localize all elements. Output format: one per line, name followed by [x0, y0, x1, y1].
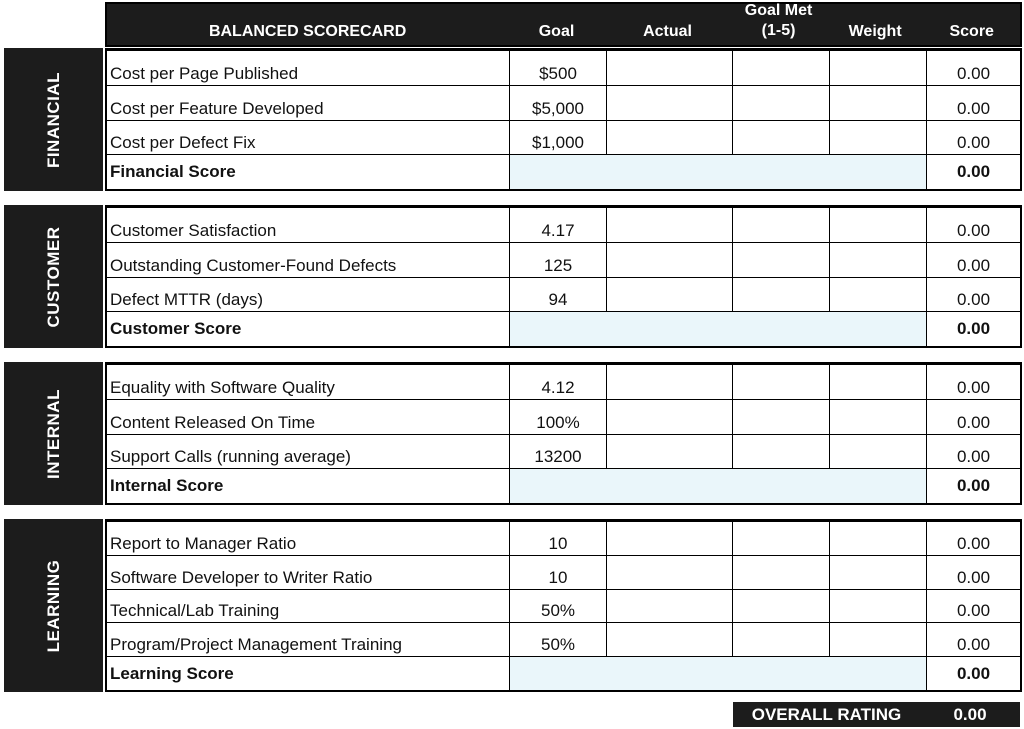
score-cell: 0.00 [956, 98, 991, 118]
total-score: 0.00 [956, 162, 991, 182]
score-cell: 0.00 [956, 533, 991, 553]
metric-name: Customer Satisfaction [107, 208, 510, 242]
weight-cell[interactable] [830, 208, 927, 242]
total-row [107, 155, 1020, 189]
score-cell: 0.00 [956, 447, 991, 467]
score-cell: 0.00 [956, 567, 991, 587]
column-header-goal-met [730, 4, 827, 45]
actual-cell[interactable] [607, 365, 733, 399]
section-label-internal: INTERNAL [4, 362, 103, 505]
column-header-goal: Goal [538, 23, 575, 40]
goal-cell: 50% [510, 590, 607, 623]
overall-rating [733, 702, 1020, 727]
section-grid [105, 48, 1022, 191]
goal-cell: 4.12 [510, 365, 607, 399]
section-grid [105, 519, 1022, 692]
goal-met-line1: Goal Met [744, 2, 813, 19]
weight-cell[interactable] [830, 278, 927, 312]
total-score: 0.00 [956, 319, 991, 339]
table-row [107, 623, 1020, 657]
actual-cell[interactable] [607, 208, 733, 242]
table-row [107, 51, 1020, 86]
table-row [107, 278, 1020, 313]
scorecard-title: BALANCED SCORECARD [208, 23, 407, 40]
metric-name: Program/Project Management Training [107, 623, 510, 656]
goal-met-cell[interactable] [733, 208, 830, 242]
goal-met-cell[interactable] [733, 121, 830, 155]
weight-cell[interactable] [830, 365, 927, 399]
actual-cell[interactable] [607, 522, 733, 555]
weight-cell[interactable] [830, 435, 927, 469]
total-fill [510, 312, 927, 346]
actual-cell[interactable] [607, 556, 733, 589]
table-row [107, 365, 1020, 400]
metric-name: Cost per Feature Developed [107, 86, 510, 120]
column-header-score: Score [949, 23, 994, 40]
goal-cell: $5,000 [510, 86, 607, 120]
total-fill [510, 657, 927, 690]
weight-cell[interactable] [830, 51, 927, 85]
weight-cell[interactable] [830, 590, 927, 623]
actual-cell[interactable] [607, 590, 733, 623]
total-row [107, 312, 1020, 346]
score-cell: 0.00 [956, 377, 991, 397]
weight-cell[interactable] [830, 556, 927, 589]
column-header-actual: Actual [643, 23, 692, 40]
actual-cell[interactable] [607, 278, 733, 312]
total-label: Customer Score [107, 312, 510, 346]
table-row [107, 243, 1020, 278]
goal-cell: 50% [510, 623, 607, 656]
weight-cell[interactable] [830, 243, 927, 277]
score-cell: 0.00 [956, 255, 991, 275]
metric-name: Report to Manager Ratio [107, 522, 510, 555]
goal-cell: 10 [510, 556, 607, 589]
goal-met-cell[interactable] [733, 243, 830, 277]
total-row [107, 657, 1020, 690]
total-label: Financial Score [107, 155, 510, 189]
score-cell: 0.00 [956, 412, 991, 432]
score-cell: 0.00 [956, 63, 991, 83]
score-cell: 0.00 [956, 601, 991, 621]
table-row [107, 86, 1020, 121]
total-fill [510, 469, 927, 503]
scorecard-header [105, 2, 1022, 47]
table-row [107, 400, 1020, 435]
section-learning [4, 519, 1022, 692]
table-row [107, 556, 1020, 590]
overall-rating-label: OVERALL RATING [751, 704, 902, 724]
section-grid [105, 362, 1022, 505]
goal-cell: 94 [510, 278, 607, 312]
actual-cell[interactable] [607, 623, 733, 656]
table-row [107, 522, 1020, 556]
goal-met-cell[interactable] [733, 590, 830, 623]
goal-met-cell[interactable] [733, 435, 830, 469]
weight-cell[interactable] [830, 121, 927, 155]
section-label-learning: LEARNING [4, 519, 103, 692]
goal-cell: 100% [510, 400, 607, 434]
table-row [107, 435, 1020, 470]
weight-cell[interactable] [830, 400, 927, 434]
section-financial [4, 48, 1022, 191]
metric-name: Content Released On Time [107, 400, 510, 434]
metric-name: Cost per Page Published [107, 51, 510, 85]
goal-cell: 125 [510, 243, 607, 277]
actual-cell[interactable] [607, 435, 733, 469]
metric-name: Equality with Software Quality [107, 365, 510, 399]
actual-cell[interactable] [607, 243, 733, 277]
metric-name: Software Developer to Writer Ratio [107, 556, 510, 589]
total-score: 0.00 [956, 663, 991, 683]
section-internal [4, 362, 1022, 505]
metric-name: Outstanding Customer-Found Defects [107, 243, 510, 277]
score-cell: 0.00 [956, 290, 991, 310]
metric-name: Defect MTTR (days) [107, 278, 510, 312]
table-row [107, 121, 1020, 156]
score-cell: 0.00 [956, 133, 991, 153]
metric-name: Technical/Lab Training [107, 590, 510, 623]
metric-name: Support Calls (running average) [107, 435, 510, 469]
goal-cell: 10 [510, 522, 607, 555]
weight-cell[interactable] [830, 86, 927, 120]
actual-cell[interactable] [607, 121, 733, 155]
goal-met-cell[interactable] [733, 51, 830, 85]
actual-cell[interactable] [607, 400, 733, 434]
total-row [107, 469, 1020, 503]
goal-cell: 13200 [510, 435, 607, 469]
weight-cell[interactable] [830, 623, 927, 656]
goal-cell: $1,000 [510, 121, 607, 155]
goal-met-line2: (1-5) [761, 22, 796, 39]
section-label-financial: FINANCIAL [4, 48, 103, 191]
section-label-customer: CUSTOMER [4, 205, 103, 348]
score-cell: 0.00 [956, 220, 991, 240]
total-label: Internal Score [107, 469, 510, 503]
actual-cell[interactable] [607, 86, 733, 120]
section-customer [4, 205, 1022, 348]
goal-met-cell[interactable] [733, 278, 830, 312]
metric-name: Cost per Defect Fix [107, 121, 510, 155]
total-fill [510, 155, 927, 189]
section-grid [105, 205, 1022, 348]
weight-cell[interactable] [830, 522, 927, 555]
total-label: Learning Score [107, 657, 510, 690]
goal-cell: 4.17 [510, 208, 607, 242]
table-row [107, 590, 1020, 624]
goal-met-cell[interactable] [733, 400, 830, 434]
goal-met-cell[interactable] [733, 623, 830, 656]
total-score: 0.00 [956, 476, 991, 496]
score-cell: 0.00 [956, 635, 991, 655]
table-row [107, 208, 1020, 243]
goal-met-cell[interactable] [733, 556, 830, 589]
actual-cell[interactable] [607, 51, 733, 85]
overall-rating-value: 0.00 [953, 704, 987, 724]
goal-met-cell[interactable] [733, 522, 830, 555]
goal-met-cell[interactable] [733, 86, 830, 120]
column-header-weight: Weight [848, 23, 902, 40]
goal-met-cell[interactable] [733, 365, 830, 399]
goal-cell: $500 [510, 51, 607, 85]
